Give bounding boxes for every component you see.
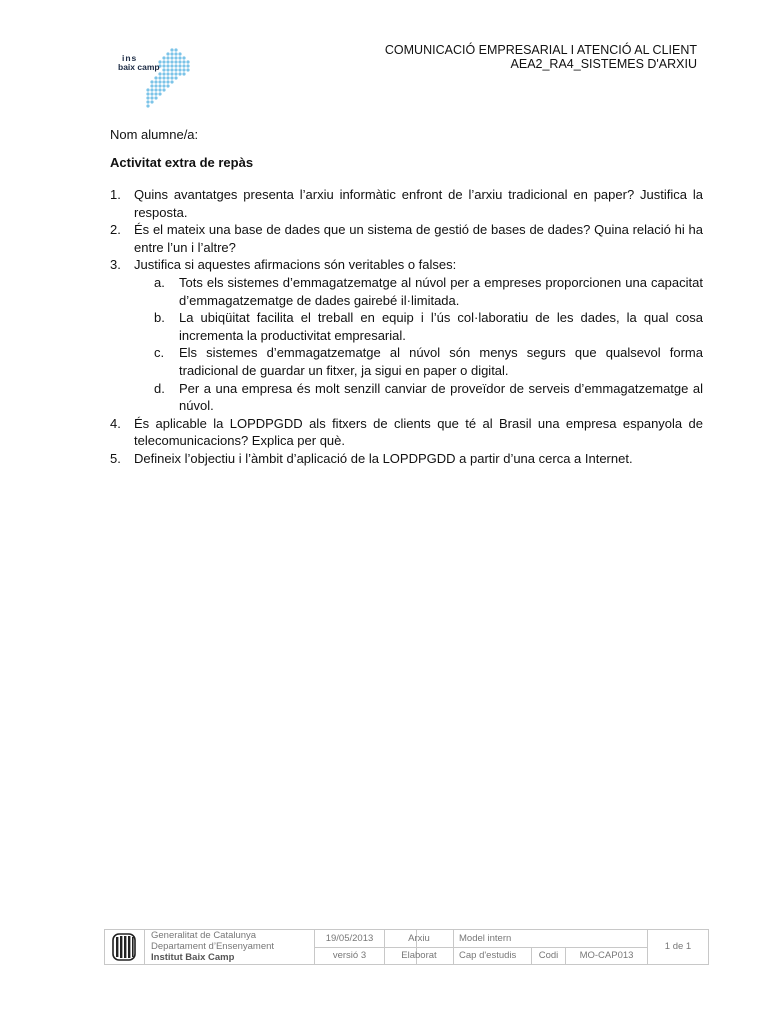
question-text: És aplicable la LOPDPGDD als fitxers de clients que té al Brasil una empresa espanyola de telecomunicacions? Explica per què. [134,415,703,449]
subitem-letter: d. [154,380,165,396]
logo-ins: ins [122,53,138,63]
question-number: 4. [110,415,121,431]
question-text: Quins avantatges presenta l’arxiu informàtic enfront de l’arxiu tradicional en paper? Justifica la resposta. [134,187,703,220]
question-text: És el mateix una base de dades que un sistema de gestió de bases de dades? Quina relació hi ha entre l’un i l’altre? [134,222,703,255]
question-number: 3. [110,257,121,273]
org-department: Departament d’Ensenyament [151,941,275,952]
question-number: 5. [110,450,121,466]
document-footer [104,929,709,965]
student-name-label: Nom alumne/a: [110,127,199,142]
question-number: 2. [110,222,121,238]
footer-date: 19/05/2013 [314,930,384,947]
footer-model: Model intern [453,930,647,947]
subitem-text: Per a una empresa és molt senzill canviar de proveïdor de serveis d’emmagatzematge al núvol. [179,380,703,414]
page-number: 1 de 1 [647,930,708,964]
document-header [385,43,697,71]
footer-version: versió 3 [314,947,384,964]
footer-codi-label: Codi [531,947,565,964]
subitem [154,274,703,309]
question-item [110,450,703,468]
subitem [154,380,703,415]
unit-code: AEA2_RA4_SISTEMES D'ARXIU [510,57,697,71]
subitem [154,344,703,379]
footer-cap: Cap d'estudis [453,947,531,964]
question-list [110,186,703,468]
generalitat-shield-icon [105,930,145,964]
question-number: 1. [110,187,121,202]
subitem-letter: c. [154,345,165,361]
shield-cell [105,930,145,964]
footer-elaborat: Elaborat [384,947,453,964]
subitem [154,309,703,344]
subitem-text: Els sistemes d’emmagatzematge al núvol són menys segurs que qualsevol forma tradicional de guardar un fitxer, ja sigui en paper o digital. [179,345,703,378]
footer-arxiu: Arxiu [384,930,453,947]
footer-info-grid [314,930,647,964]
question-text: Justifica si aquestes afirmacions són veritables o falses: [134,257,457,273]
school-logo [118,46,192,110]
activity-title: Activitat extra de repàs [110,155,254,170]
org-institute: Institut Baix Camp [151,952,235,963]
subitem-letter: b. [154,310,165,326]
logo-text [118,54,160,72]
question-item [110,186,703,221]
question-item [110,256,703,274]
logo-baix-camp: baix camp [118,62,160,72]
question-item [110,221,703,256]
question-text: Defineix l’objectiu i l’àmbit d’aplicació de la LOPDPGDD a partir d’una cerca a Internet. [134,450,633,466]
subitem-letter: a. [154,274,165,290]
subitem-text: La ubiqüitat facilita el treball en equip i l’ús col·laboratiu de les dades, la qual cosa incrementa la productivitat empresarial. [179,310,703,343]
footer-codi: MO-CAP013 [565,947,647,964]
question-item [110,415,703,450]
org-name: Generalitat de Catalunya [151,930,257,941]
subitem-text: Tots els sistemes d’emmagatzematge al núvol per a empreses proporcionen una capacitat d’emmagatzematge de dades gairebé il·limitada. [179,274,703,308]
course-title: COMUNICACIÓ EMPRESARIAL I ATENCIÓ AL CLIENT [384,43,697,57]
